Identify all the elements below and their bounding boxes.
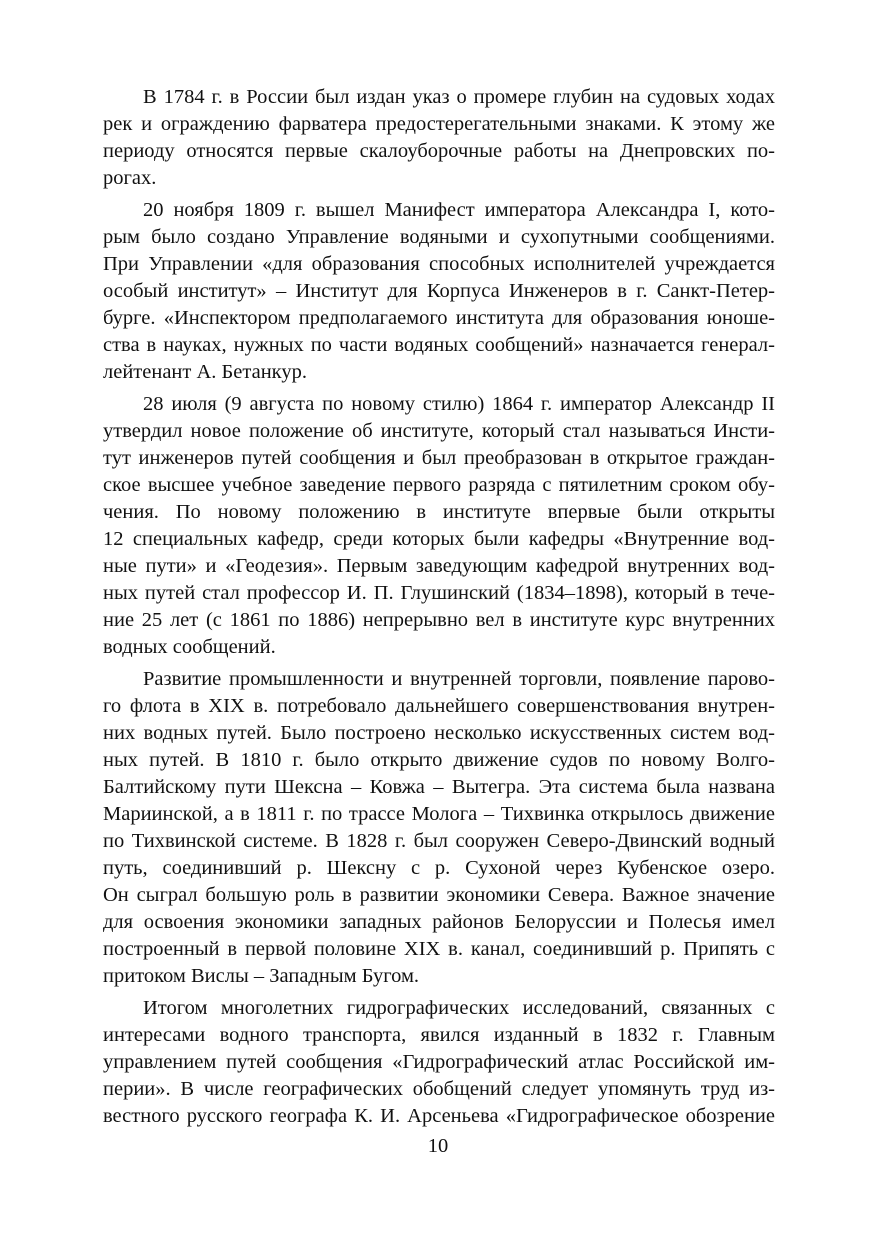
paragraph — [103, 197, 775, 386]
text-line: Итогом многолетних гидрографических исследований, связанных с — [143, 997, 775, 1019]
paragraph — [103, 666, 775, 990]
paragraph — [103, 391, 775, 661]
text-line: лейтенант А. Бетанкур. — [103, 361, 307, 383]
text-line: утвердил новое положение об институте, который стал называться Инсти- — [103, 420, 775, 442]
text-line: путь, соединивший р. Шексну с р. Сухоной через Кубенское озеро. — [103, 857, 775, 879]
text-line: построенный в первой половине XIX в. канал, соединивший р. Припять с — [103, 938, 775, 960]
text-line: рым было создано Управление водяными и сухопутными сообщениями. — [103, 226, 775, 248]
text-line: для освоения экономики западных районов Белоруссии и Полесья имел — [103, 911, 775, 933]
text-line: периоду относятся первые скалоуборочные работы на Днепровских по- — [103, 140, 775, 162]
text-line: 28 июля (9 августа по новому стилю) 1864 г. император Александр II — [143, 393, 775, 415]
text-line: рек и ограждению фарватера предостерегательными знаками. К этому же — [103, 113, 775, 135]
text-line: ское высшее учебное заведение первого разряда с пятилетним сроком обу- — [103, 474, 775, 496]
paragraph — [103, 995, 775, 1130]
text-line: 20 ноября 1809 г. вышел Манифест императора Александра I, кото- — [143, 199, 775, 221]
text-line: В 1784 г. в России был издан указ о промере глубин на судовых ходах — [143, 86, 775, 108]
text-line: вестного русского географа К. И. Арсеньева «Гидрографическое обозрение — [103, 1105, 775, 1127]
text-line: ных путей стал профессор И. П. Глушинский (1834–1898), который в тече- — [103, 582, 775, 604]
text-line: ства в науках, нужных по части водяных сообщений» назначается генерал- — [103, 334, 775, 356]
text-line: бурге. «Инспектором предполагаемого института для образования юноше- — [103, 307, 775, 329]
document-page — [103, 84, 775, 1130]
text-line: При Управлении «для образования способных исполнителей учреждается — [103, 253, 775, 275]
text-line: чения. По новому положению в институте впервые были открыты — [103, 501, 775, 523]
page-number: 10 — [427, 1135, 449, 1157]
text-line: водных сообщений. — [103, 636, 276, 658]
text-line: Он сыграл большую роль в развитии экономики Севера. Важное значение — [103, 884, 775, 906]
text-line: Мариинской, а в 1811 г. по трассе Молога – Тихвинка открылось движение — [103, 803, 775, 825]
text-line: Балтийскому пути Шексна – Ковжа – Вытегра. Эта система была названа — [103, 776, 775, 798]
text-line: них водных путей. Было построено несколько искусственных систем вод- — [103, 722, 775, 744]
text-line: особый институт» – Институт для Корпуса Инженеров в г. Санкт-Петер- — [103, 280, 775, 302]
text-line: 12 специальных кафедр, среди которых были кафедры «Внутренние вод- — [103, 528, 775, 550]
text-line: притоком Вислы – Западным Бугом. — [103, 965, 420, 987]
paragraph — [103, 84, 775, 192]
text-line: Развитие промышленности и внутренней торговли, появление парово- — [143, 668, 775, 690]
text-line: ние 25 лет (с 1861 по 1886) непрерывно вел в институте курс внутренних — [103, 609, 775, 631]
text-line: интересами водного транспорта, явился изданный в 1832 г. Главным — [103, 1024, 775, 1046]
text-line: го флота в XIX в. потребовало дальнейшего совершенствования внутрен- — [103, 695, 775, 717]
text-line: ные пути» и «Геодезия». Первым заведующим кафедрой внутренних вод- — [103, 555, 775, 577]
text-line: по Тихвинской системе. В 1828 г. был сооружен Северо-Двинский водный — [103, 830, 775, 852]
text-line: ных путей. В 1810 г. было открыто движение судов по новому Волго- — [103, 749, 775, 771]
text-line: управлением путей сообщения «Гидрографический атлас Российской им- — [103, 1051, 775, 1073]
text-line: тут инженеров путей сообщения и был преобразован в открытое граждан- — [103, 447, 775, 469]
text-line: рогах. — [103, 167, 157, 189]
text-line: перии». В числе географических обобщений следует упомянуть труд из- — [103, 1078, 775, 1100]
